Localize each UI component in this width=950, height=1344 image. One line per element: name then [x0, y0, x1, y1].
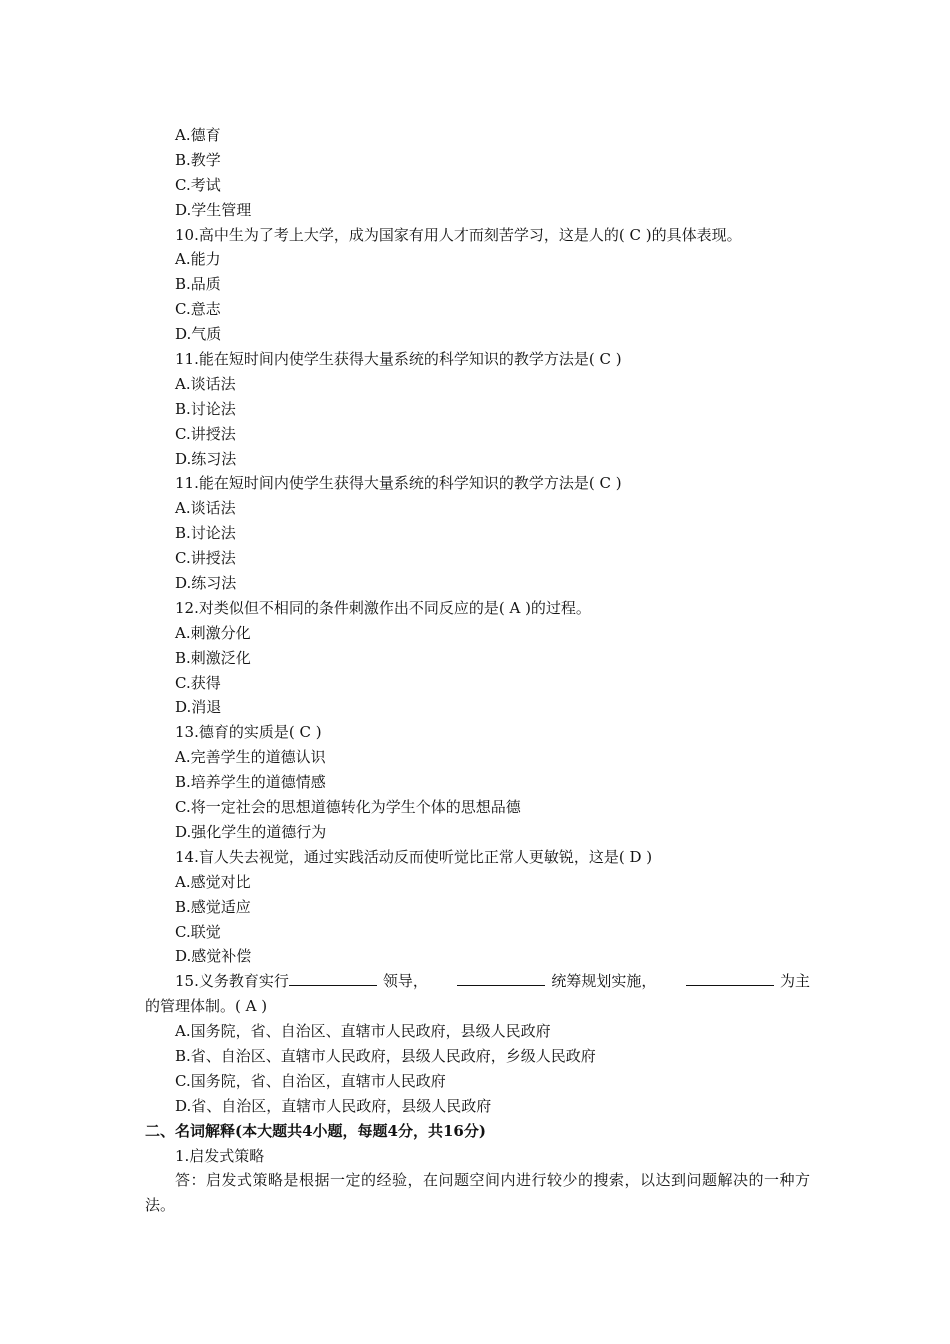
q9-option-d: D.学生管理 [175, 200, 252, 219]
q15-stem-text4: 为主 [779, 972, 810, 991]
q15-blank-2 [457, 971, 545, 986]
q14-option-a: A.感觉对比 [175, 872, 251, 891]
q14-stem: 14.盲人失去视觉，通过实践活动反而使听觉比正常人更敏锐，这是( D ) [175, 847, 653, 866]
q10-option-a: A.能力 [175, 250, 221, 269]
q9-option-b: B.教学 [175, 150, 221, 169]
q13-stem: 13.德育的实质是( C ) [175, 723, 322, 742]
q15-stem-part3 [686, 969, 810, 994]
q10-option-d: D.气质 [175, 325, 222, 344]
q15-stem-text1: 15.义务教育实行 [175, 972, 289, 991]
q11b-option-a: A.谈话法 [175, 499, 236, 518]
q11a-stem: 11.能在短时间内使学生获得大量系统的科学知识的教学方法是( C ) [175, 350, 622, 369]
q13-option-d: D.强化学生的道德行为 [175, 822, 327, 841]
q11a-option-d: D.练习法 [175, 449, 237, 468]
q15-option-d: D.省、自治区，直辖市人民政府，县级人民政府 [175, 1096, 492, 1115]
q13-option-a: A.完善学生的道德认识 [175, 748, 326, 767]
q9-option-a: A.德育 [175, 126, 221, 144]
q15-blank-3 [686, 971, 774, 986]
q13-option-c: C.将一定社会的思想道德转化为学生个体的思想品德 [175, 798, 521, 817]
q12-option-d: D.消退 [175, 698, 222, 717]
q15-stem-text3: 统筹规划实施， [551, 972, 657, 991]
q15-stem-text2: 领导， [382, 972, 428, 991]
q10-stem: 10.高中生为了考上大学，成为国家有用人才而刻苦学习，这是人的( C )的具体表现。 [175, 225, 742, 244]
q15-option-a: A.国务院，省、自治区、直辖市人民政府，县级人民政府 [175, 1022, 551, 1041]
q11a-option-a: A.谈话法 [175, 374, 236, 393]
q9-option-c: C.考试 [175, 175, 221, 194]
q12-option-a: A.刺激分化 [175, 623, 251, 642]
section2-item1-answer: 答：启发式策略是根据一定的经验，在问题空间内进行较少的搜索，以达到问题解决的一种方法。 [145, 1171, 810, 1215]
q15-option-b: B.省、自治区、直辖市人民政府，县级人民政府，乡级人民政府 [175, 1046, 596, 1065]
q11b-option-c: C.讲授法 [175, 549, 236, 568]
q11a-option-c: C.讲授法 [175, 424, 236, 443]
q10-option-c: C.意志 [175, 300, 221, 319]
q11b-option-d: D.练习法 [175, 574, 237, 593]
q10-option-b: B.品质 [175, 275, 221, 294]
section2-heading: 二、名词解释(本大题共4小题，每题4分，共16分) [145, 1121, 486, 1140]
q13-option-b: B.培养学生的道德情感 [175, 773, 326, 792]
q12-stem: 12.对类似但不相同的条件刺激作出不同反应的是( A )的过程。 [175, 598, 591, 617]
q15-stem [145, 969, 810, 994]
q11a-option-b: B.讨论法 [175, 399, 236, 418]
q15-option-c: C.国务院，省、自治区，直辖市人民政府 [175, 1071, 446, 1090]
q11b-stem: 11.能在短时间内使学生获得大量系统的科学知识的教学方法是( C ) [175, 474, 622, 493]
q12-option-b: B.刺激泛化 [175, 648, 251, 667]
q11b-option-b: B.讨论法 [175, 524, 236, 543]
q14-option-d: D.感觉补偿 [175, 947, 252, 966]
q15-blank-1 [289, 971, 377, 986]
q15-stem-part1 [175, 969, 428, 994]
q15-stem-line2: 的管理体制。( A ) [145, 997, 268, 1016]
section2-item1-title: 1.启发式策略 [175, 1146, 265, 1165]
q14-option-b: B.感觉适应 [175, 897, 251, 916]
document-body [145, 123, 810, 1218]
q12-option-c: C.获得 [175, 673, 221, 692]
q14-option-c: C.联觉 [175, 922, 221, 941]
q15-stem-part2 [457, 969, 656, 994]
